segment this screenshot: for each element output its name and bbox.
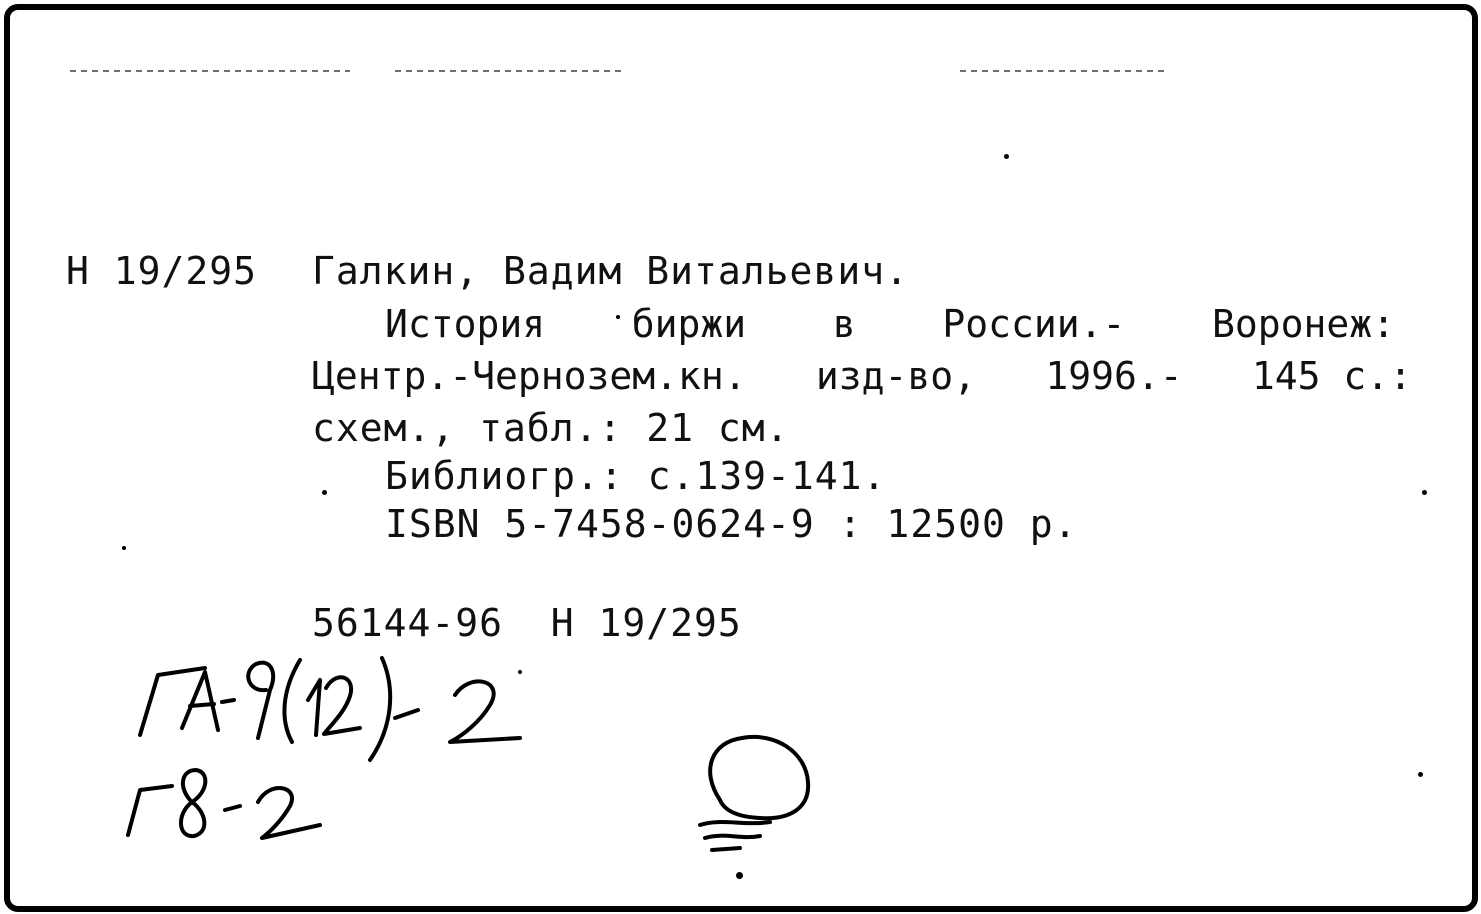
title-word-2: биржи bbox=[631, 302, 747, 346]
hand-digit-9 bbox=[248, 663, 273, 738]
circle-underline-3 bbox=[712, 848, 740, 850]
scan-speck bbox=[518, 670, 522, 674]
scan-speck bbox=[1004, 154, 1009, 159]
scan-speck bbox=[1422, 490, 1427, 495]
publisher-word-3: 1996.- bbox=[1045, 354, 1183, 398]
title-word-4: России.- bbox=[942, 302, 1126, 346]
hand-paren-close bbox=[370, 658, 390, 760]
hand-digit-8 bbox=[181, 770, 205, 836]
hand-digit-1 bbox=[308, 680, 320, 735]
scan-speck bbox=[1418, 772, 1423, 777]
title-word-1: История bbox=[385, 302, 546, 346]
circle-stamp-mark bbox=[710, 737, 808, 818]
hand-digit-2b bbox=[450, 681, 520, 742]
physical-description: схем., табл.: 21 см. bbox=[312, 406, 790, 450]
circle-underline-1 bbox=[700, 822, 770, 825]
hand-dash-3 bbox=[225, 806, 240, 810]
hand-letter-G-1 bbox=[140, 668, 205, 735]
scan-speck bbox=[616, 315, 620, 319]
isbn-price: ISBN 5-7458-0624-9 : 12500 р. bbox=[385, 502, 1078, 546]
hand-letter-G-2 bbox=[128, 786, 172, 835]
hand-digit-2a bbox=[324, 677, 360, 734]
publisher-word-4: 145 с.: bbox=[1251, 354, 1412, 398]
circle-underline-2 bbox=[705, 836, 760, 838]
shelf-mark: Н 19/295 bbox=[66, 249, 258, 293]
hand-dash-2 bbox=[395, 710, 418, 718]
scan-speck bbox=[736, 872, 743, 879]
accession-number: 56144-96 Н 19/295 bbox=[312, 601, 742, 645]
hand-paren-open bbox=[284, 660, 300, 742]
publisher-word-2: изд-во, bbox=[815, 354, 977, 398]
hand-dash-1 bbox=[222, 700, 234, 702]
publisher-word-1: Центр.-Чернозем.кн. bbox=[312, 354, 747, 398]
title-word-3: в bbox=[832, 302, 856, 346]
hand-digit-2c bbox=[258, 788, 320, 838]
scan-speck bbox=[122, 546, 126, 550]
hand-letter-A bbox=[182, 672, 218, 730]
scan-speck bbox=[322, 490, 327, 495]
title-word-5: Воронеж: bbox=[1211, 302, 1395, 346]
author-heading: Галкин, Вадим Витальевич. bbox=[312, 249, 909, 293]
bibliography-note: Библиогр.: с.139-141. bbox=[385, 454, 887, 498]
